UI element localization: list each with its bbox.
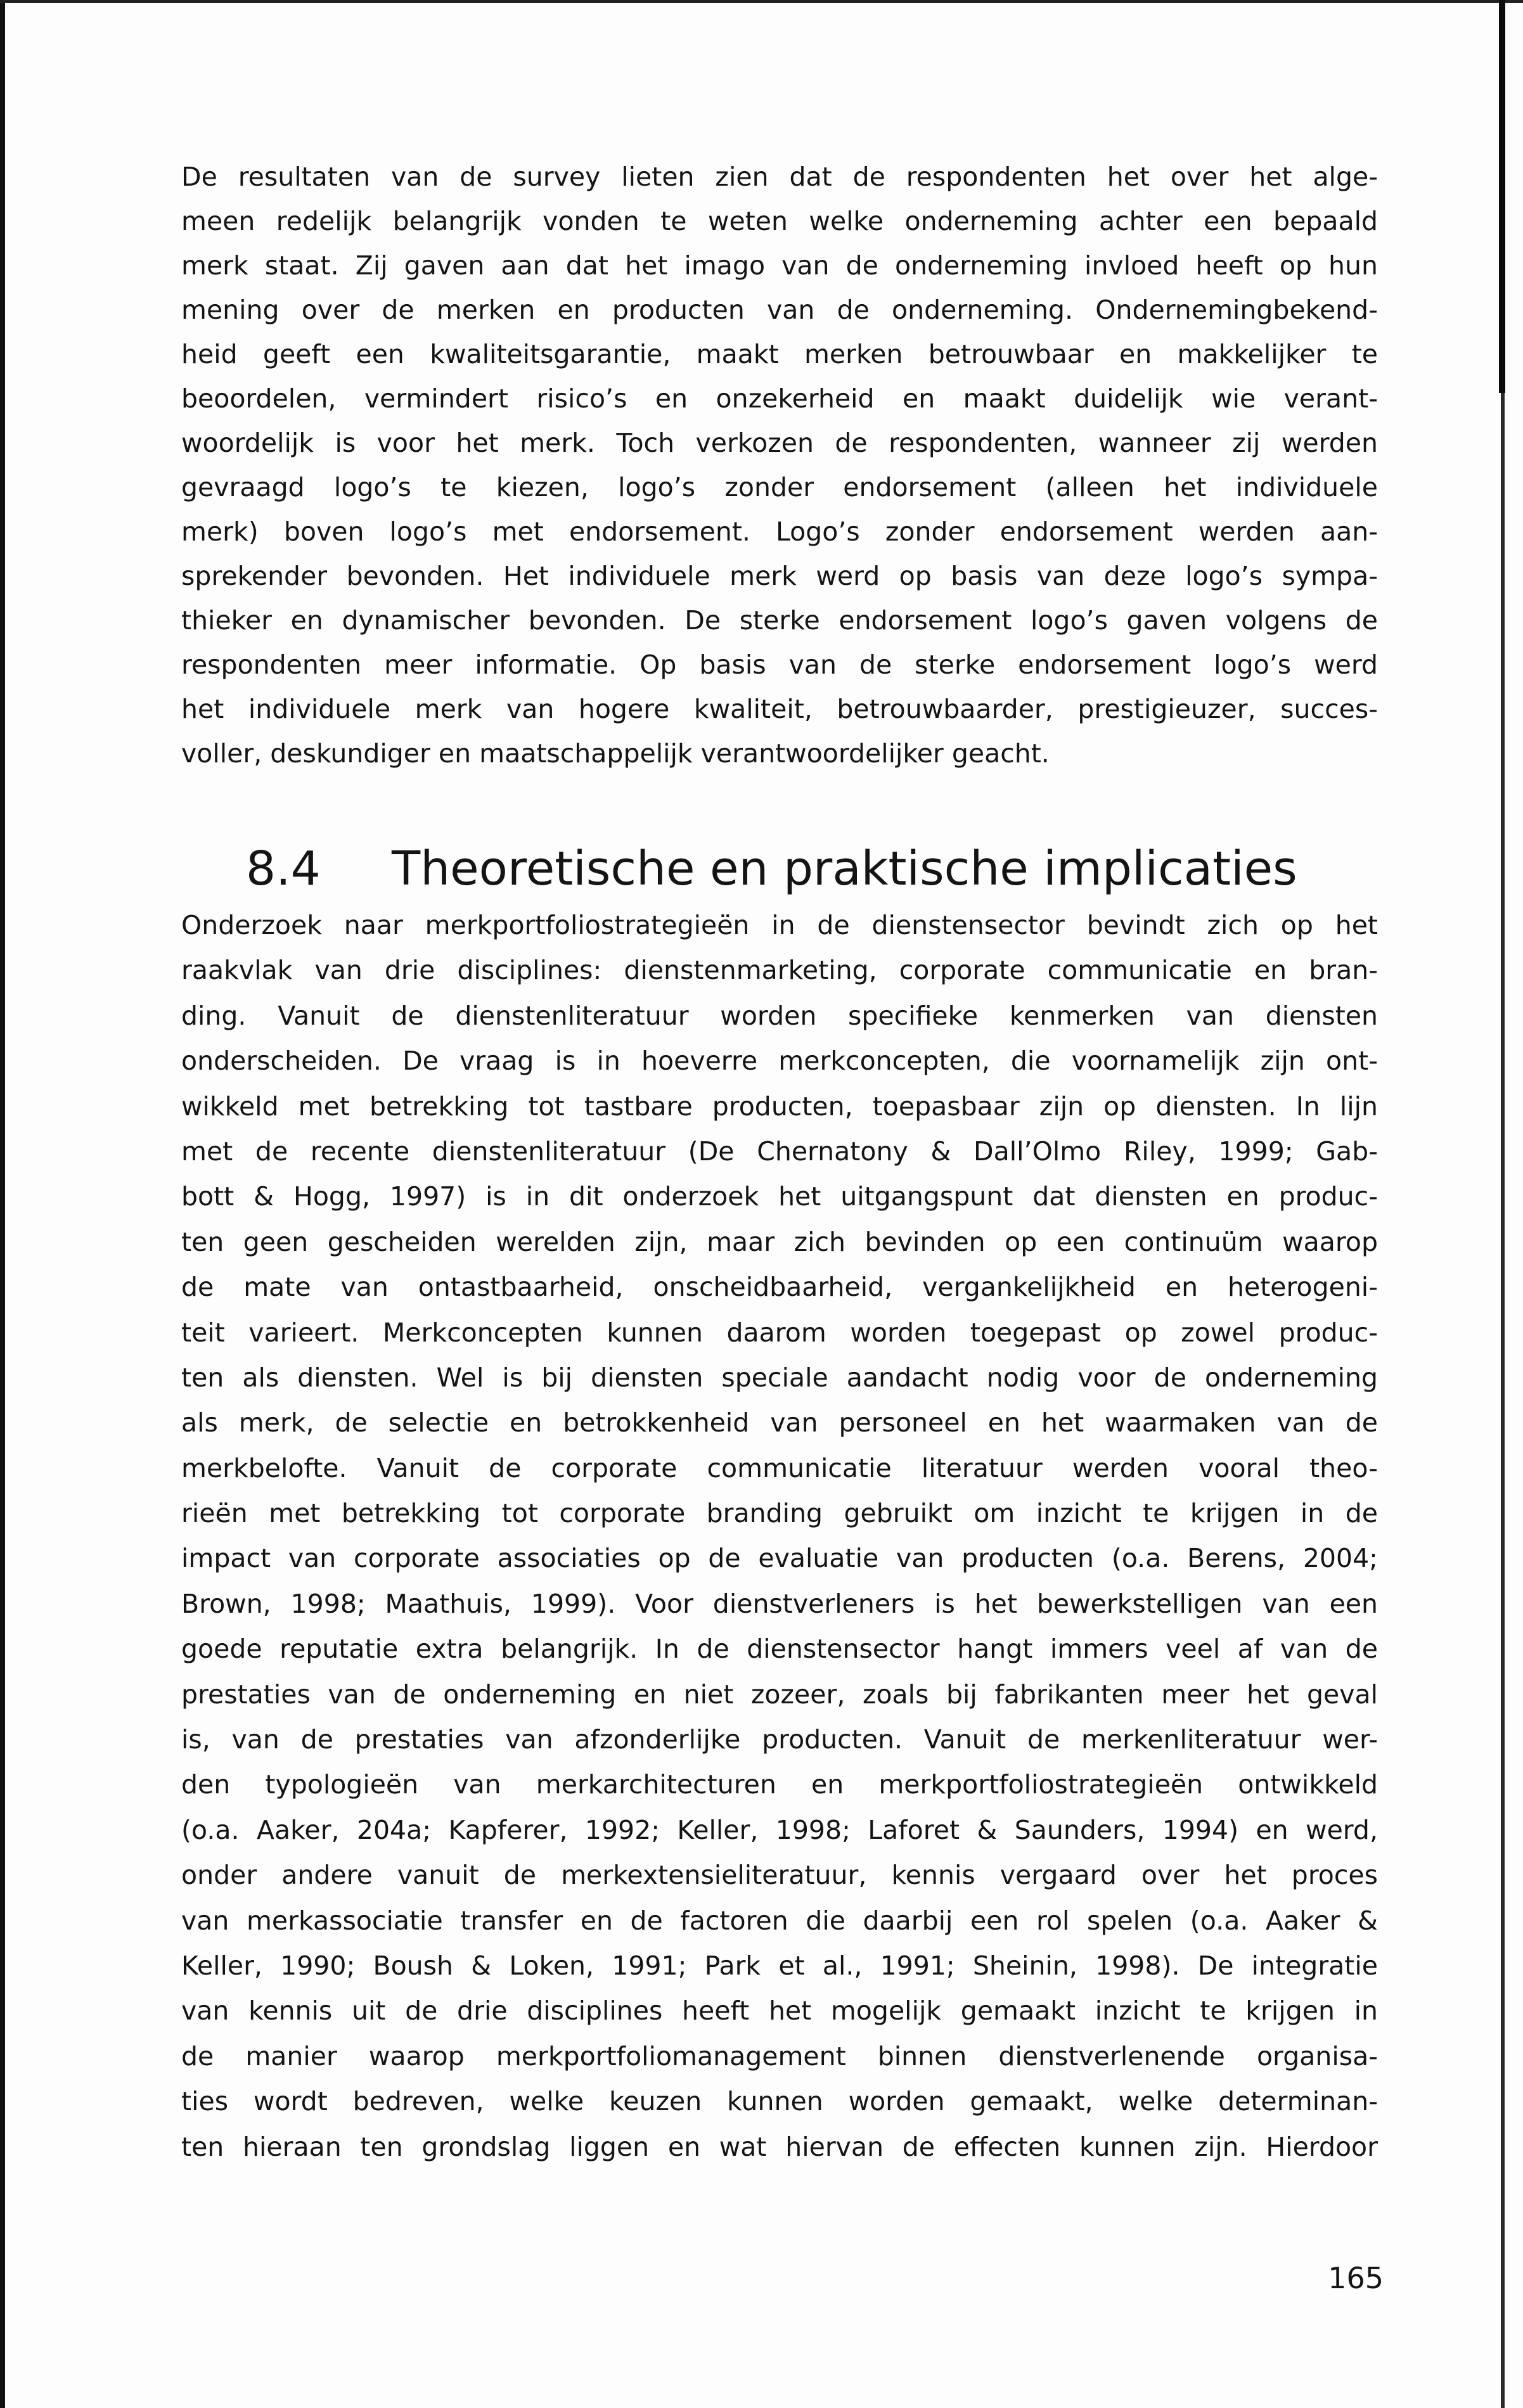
text-line: onderscheiden. De vraag is in hoeverre merkconcepten, die voornamelijk zijn ont- <box>181 1046 1378 1077</box>
text-line: respondenten meer informatie. Op basis van de sterke endorsement logo’s werd <box>181 650 1378 680</box>
text-line: goede reputatie extra belangrijk. In de dienstensector hangt immers veel af van de <box>181 1634 1378 1665</box>
text-line: bott & Hogg, 1997) is in dit onderzoek het uitgangspunt dat diensten en produc- <box>181 1181 1378 1212</box>
text-line: ten als diensten. Wel is bij diensten speciale aandacht nodig voor de onderneming <box>181 1362 1378 1393</box>
text-line: mening over de merken en producten van de onderneming. Ondernemingbekend- <box>181 295 1378 325</box>
text-line: merk) boven logo’s met endorsement. Logo’s zonder endorsement werden aan- <box>181 516 1378 547</box>
text-line: den typologieën van merkarchitecturen en merkportfoliostrategieën ontwikkeld <box>181 1769 1378 1800</box>
text-line: met de recente dienstenliteratuur (De Chernatony & Dall’Olmo Riley, 1999; Gab- <box>181 1136 1378 1167</box>
text-line: heid geeft een kwaliteitsgarantie, maakt merken betrouwbaar en makkelijker te <box>181 339 1378 369</box>
text-line: als merk, de selectie en betrokkenheid van personeel en het waarmaken van de <box>181 1407 1378 1438</box>
page-number: 165 <box>1328 2261 1384 2295</box>
paragraph-implications <box>181 903 1378 2170</box>
text-line: van merkassociatie transfer en de factoren die daarbij een rol spelen (o.a. Aaker & <box>181 1905 1378 1936</box>
text-line: prestaties van de onderneming en niet zozeer, zoals bij fabrikanten meer het geval <box>181 1679 1378 1710</box>
text-line: onder andere vanuit de merkextensieliteratuur, kennis vergaard over het proces <box>181 1860 1378 1891</box>
text-line: de mate van ontastbaarheid, onscheidbaarheid, vergankelijkheid en heterogeni- <box>181 1272 1378 1303</box>
text-line: De resultaten van de survey lieten zien dat de respondenten het over het alge- <box>181 162 1378 192</box>
text-line: raakvlak van drie disciplines: dienstenmarketing, corporate communicatie en bran- <box>181 955 1378 986</box>
text-line: de manier waarop merkportfoliomanagement binnen dienstverlenende organisa- <box>181 2040 1378 2072</box>
text-line: beoordelen, vermindert risico’s en onzekerheid en maakt duidelijk wie verant- <box>181 383 1378 414</box>
text-line: is, van de prestaties van afzonderlijke producten. Vanuit de merkenliteratuur wer- <box>181 1724 1378 1755</box>
text-line: meen redelijk belangrijk vonden te weten welke onderneming achter een bepaald <box>181 206 1378 236</box>
text-line: woordelijk is voor het merk. Toch verkozen de respondenten, wanneer zij werden <box>181 428 1378 458</box>
text-line: sprekender bevonden. Het individuele merk werd op basis van deze logo’s sympa- <box>181 561 1378 591</box>
text-line: gevraagd logo’s te kiezen, logo’s zonder endorsement (alleen het individuele <box>181 472 1378 503</box>
scan-edge-top <box>0 0 1523 3</box>
text-line: ding. Vanuit de dienstenliteratuur worden specifieke kenmerken van diensten <box>181 1000 1378 1031</box>
text-line: ten geen gescheiden werelden zijn, maar zich bevinden op een continuüm waarop <box>181 1226 1378 1257</box>
section-number: 8.4 <box>246 842 321 896</box>
text-line: voller, deskundiger en maatschappelijk verantwoordelijker geacht. <box>181 738 1050 769</box>
text-line: merk staat. Zij gaven aan dat het imago van de onderneming invloed heeft op hun <box>181 250 1378 281</box>
text-line: ties wordt bedreven, welke keuzen kunnen worden gemaakt, welke determinan- <box>181 2086 1378 2117</box>
text-line: het individuele merk van hogere kwaliteit, betrouwbaarder, prestigieuzer, succes- <box>181 694 1378 724</box>
paragraph-survey-results <box>181 155 1378 776</box>
text-line: Onderzoek naar merkportfoliostrategieën in de dienstensector bevindt zich op het <box>181 910 1378 940</box>
section-heading <box>0 840 1523 898</box>
text-line: thieker en dynamischer bevonden. De sterke endorsement logo’s gaven volgens de <box>181 605 1378 636</box>
text-line: teit varieert. Merkconcepten kunnen daarom worden toegepast op zowel produc- <box>181 1317 1378 1348</box>
scan-edge-left <box>0 0 5 2408</box>
text-line: van kennis uit de drie disciplines heeft het mogelijk gemaakt inzicht te krijgen in <box>181 1995 1378 2027</box>
text-line: wikkeld met betrekking tot tastbare producten, toepasbaar zijn op diensten. In lijn <box>181 1091 1378 1122</box>
text-line: rieën met betrekking tot corporate branding gebruikt om inzicht te krijgen in de <box>181 1498 1378 1529</box>
text-line: impact van corporate associaties op de evaluatie van producten (o.a. Berens, 2004; <box>181 1543 1378 1574</box>
text-line: (o.a. Aaker, 204a; Kapferer, 1992; Keller, 1998; Laforet & Saunders, 1994) en werd, <box>181 1814 1378 1845</box>
text-line: Keller, 1990; Boush & Loken, 1991; Park et al., 1991; Sheinin, 1998). De integratie <box>181 1950 1378 1981</box>
text-line: Brown, 1998; Maathuis, 1999). Voor dienstverleners is het bewerkstelligen van een <box>181 1588 1378 1619</box>
scan-edge-right-shadow <box>1499 0 1505 393</box>
section-title: Theoretische en praktische implicaties <box>392 842 1297 896</box>
text-line: merkbelofte. Vanuit de corporate communicatie literatuur werden vooral theo- <box>181 1452 1378 1483</box>
text-line: ten hieraan ten grondslag liggen en wat hiervan de effecten kunnen zijn. Hierdoor <box>181 2131 1378 2162</box>
